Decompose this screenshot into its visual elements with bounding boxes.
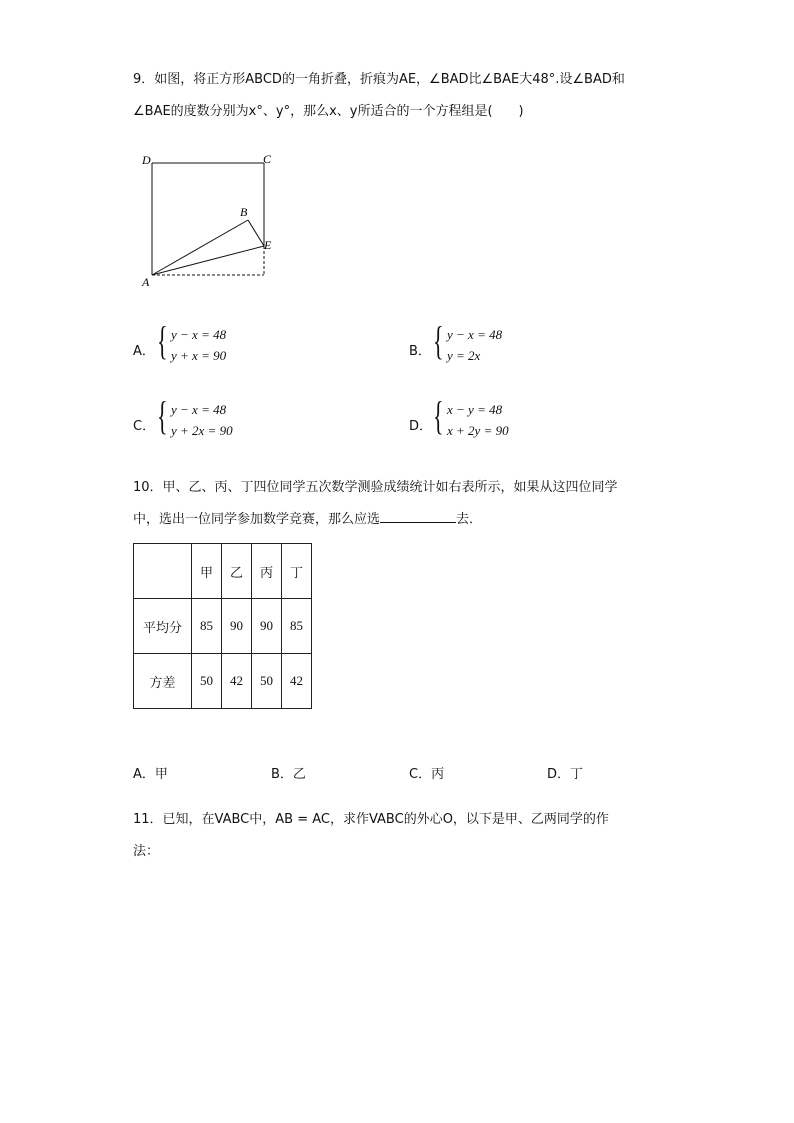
- label-e: E: [264, 238, 272, 252]
- brace-icon: {: [157, 318, 168, 363]
- equation: y + x = 90: [171, 348, 227, 363]
- equation: y − x = 48: [447, 327, 503, 342]
- q10-stem-text-end: 去．: [456, 512, 483, 527]
- brace-icon: {: [433, 318, 444, 363]
- q11-stem-line1: 11．已知，在VABC中，AB = AC，求作VABC的外心O，以下是甲、乙两同学的作: [133, 812, 609, 827]
- q10-option-d[interactable]: D．丁: [547, 767, 584, 782]
- table-cell: 50: [192, 654, 222, 709]
- table-cell: 85: [282, 599, 312, 654]
- table-header: 甲: [192, 544, 222, 599]
- segment-be: [248, 220, 264, 246]
- table-cell: 平均分: [134, 599, 192, 654]
- fold-line-ae: [152, 246, 264, 275]
- equation: y − x = 48: [171, 327, 227, 342]
- label-b: B: [240, 205, 248, 219]
- table-header: 丙: [252, 544, 282, 599]
- label-c: C: [263, 152, 272, 166]
- table-cell: 90: [252, 599, 282, 654]
- answer-blank[interactable]: [380, 508, 456, 523]
- q10-option-a[interactable]: A．甲: [133, 767, 168, 782]
- q9-option-a-system[interactable]: [157, 318, 237, 367]
- table-row: [134, 654, 312, 709]
- q9-figure: [138, 150, 298, 290]
- brace-icon: {: [433, 393, 444, 438]
- brace-icon: {: [157, 393, 168, 438]
- equation: x − y = 48: [447, 402, 503, 417]
- q10-stats-table: [133, 543, 312, 709]
- equation: y = 2x: [447, 348, 481, 363]
- q9-stem-line1: 9．如图，将正方形ABCD的一角折叠，折痕为AE，∠BAD比∠BAE大48°.设∠BAD和: [133, 72, 625, 87]
- table-header-row: [134, 544, 312, 599]
- q10-option-b[interactable]: B．乙: [271, 767, 306, 782]
- equation: y + 2x = 90: [171, 423, 233, 438]
- label-d: D: [142, 153, 151, 167]
- q9-option-c-label[interactable]: C．: [133, 419, 156, 434]
- q9-option-c-system[interactable]: [157, 393, 247, 442]
- q10-stem-line1: 10．甲、乙、丙、丁四位同学五次数学测验成绩统计如右表所示，如果从这四位同学: [133, 480, 618, 495]
- table-header: 丁: [282, 544, 312, 599]
- table-cell: 50: [252, 654, 282, 709]
- table-cell: 42: [222, 654, 252, 709]
- table-cell: [134, 544, 192, 599]
- table-cell: 90: [222, 599, 252, 654]
- equation: y − x = 48: [171, 402, 227, 417]
- q9-option-b-label[interactable]: B．: [409, 344, 431, 359]
- table-cell: 方差: [134, 654, 192, 709]
- q9-stem-line2: ∠BAE的度数分别为x°、y°，那么x、y所适合的一个方程组是( ): [133, 104, 524, 119]
- label-a: A: [142, 275, 150, 289]
- q9-option-d-system[interactable]: [433, 393, 523, 442]
- q10-stem-line2: [133, 508, 482, 527]
- equation: x + 2y = 90: [447, 423, 509, 438]
- segment-ab: [152, 220, 248, 275]
- q10-stem-text: 中，选出一位同学参加数学竞赛，那么应选: [133, 512, 381, 527]
- table-cell: 42: [282, 654, 312, 709]
- q10-option-c[interactable]: C．丙: [409, 767, 445, 782]
- q9-option-a-label[interactable]: A．: [133, 344, 155, 359]
- q11-stem-line2: 法：: [133, 844, 160, 859]
- q9-option-b-system[interactable]: [433, 318, 513, 367]
- table-header: 乙: [222, 544, 252, 599]
- q9-option-d-label[interactable]: D．: [409, 419, 433, 434]
- table-cell: 85: [192, 599, 222, 654]
- table-row: [134, 599, 312, 654]
